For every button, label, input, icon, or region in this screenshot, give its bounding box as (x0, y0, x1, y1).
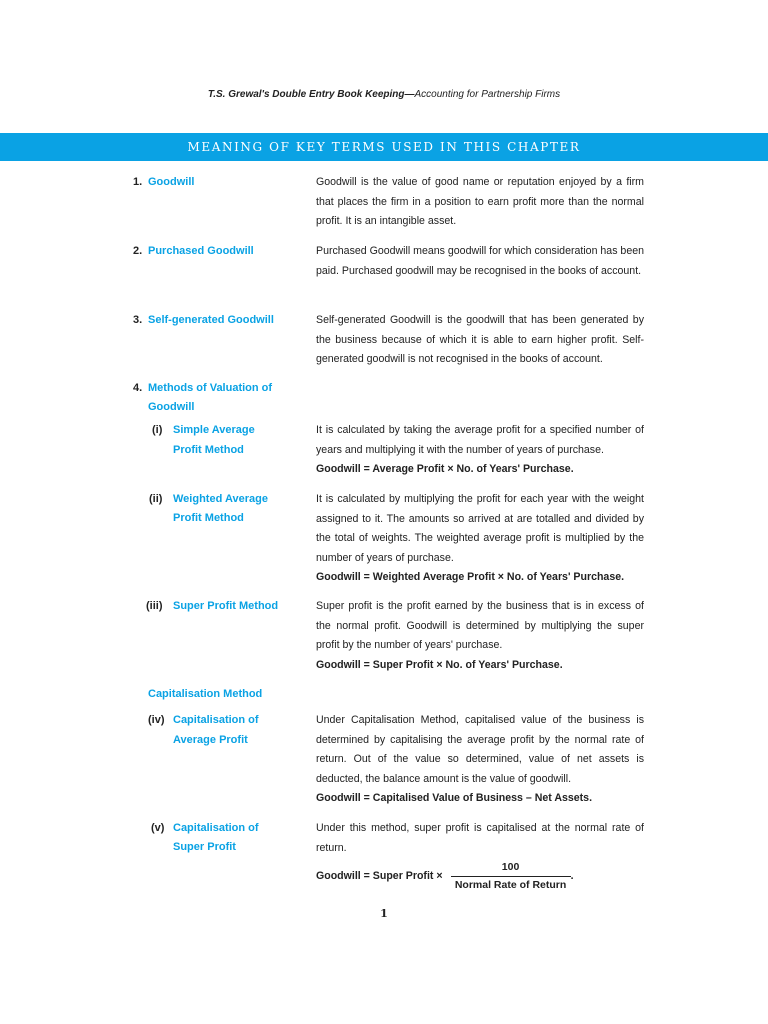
method-cap-average-line2: Average Profit (173, 734, 248, 746)
term-number: 2. (133, 245, 143, 257)
method-formula: Goodwill = Capitalised Value of Business – Net Assets. (316, 792, 593, 804)
term-definition: Goodwill is the value of good name or reputation enjoyed by a firm that places the firm in a position to earn profit more than the normal profit. It is an intangible asset. (316, 176, 644, 227)
method-definition (316, 421, 644, 480)
method-cap-average-line1: Capitalisation of (173, 714, 259, 726)
formula-prefix: Goodwill = Super Profit × (316, 869, 443, 882)
method-definition (316, 490, 644, 588)
running-head-book: T.S. Grewal's Double Entry Book Keeping (207, 89, 405, 100)
formula-fraction (451, 860, 571, 893)
formula-suffix: . (570, 869, 574, 882)
term-goodwill: Goodwill (148, 176, 195, 188)
method-number: (v) (151, 822, 165, 834)
method-number: (iv) (148, 714, 165, 726)
method-formula: Goodwill = Super Profit × No. of Years' Purchase. (316, 658, 563, 671)
method-definition-text: Under this method, super profit is capitalised at the normal rate of return. (316, 822, 644, 854)
capitalisation-heading: Capitalisation Method (148, 688, 263, 700)
method-definition-text: It is calculated by multiplying the profit for each year with the weight assigned to it. The amounts so arrived at are totalled and divided by the total of weights. The weighted average profit is multiplied by the number of years of purchase. (316, 493, 644, 564)
method-simple-average-line1: Simple Average (173, 424, 255, 436)
term-number: 3. (133, 314, 143, 326)
running-head-dash: — (404, 89, 415, 100)
method-cap-super-line2: Super Profit (173, 841, 236, 853)
method-cap-super-line1: Capitalisation of (173, 822, 259, 834)
term-purchased-goodwill: Purchased Goodwill (148, 245, 254, 257)
term-self-generated-goodwill: Self-generated Goodwill (148, 314, 274, 326)
method-weighted-average-line2: Profit Method (173, 512, 244, 524)
method-number: (iii) (146, 600, 163, 612)
method-definition (316, 711, 644, 809)
formula-denominator: Normal Rate of Return (454, 879, 567, 891)
method-formula: Goodwill = Average Profit × No. of Years' Purchase. (316, 463, 574, 475)
term-number: 1. (133, 176, 143, 188)
method-definition-text: It is calculated by taking the average profit for a specified number of years and multiplying it with the number of years of purchase. (316, 424, 644, 456)
method-number: (i) (152, 424, 163, 436)
chapter-banner: MEANING OF KEY TERMS USED IN THIS CHAPTER (0, 133, 768, 161)
method-definition-text: Super profit is the profit earned by the business that is in excess of the normal profit. Goodwill is determined by multiplying the super profit by the number of years' purchase. (316, 600, 644, 651)
method-simple-average-line2: Profit Method (173, 444, 244, 456)
page-number: 1 (380, 907, 388, 920)
term-methods-line2: Goodwill (148, 401, 195, 413)
term-definition: Purchased Goodwill means goodwill for which consideration has been paid. Purchased goodwill may be recognised in the books of account. (316, 245, 645, 277)
running-head-subject: Accounting for Partnership Firms (414, 89, 561, 100)
method-definition (316, 819, 644, 893)
method-definition-text: Under Capitalisation Method, capitalised value of the business is determined by capitalising the average profit by the normal rate of return. Out of the value so determined, value of net assets is deducted, the balance amount is the value of goodwill. (316, 714, 644, 785)
method-super-profit: Super Profit Method (173, 600, 279, 612)
term-methods-line1: Methods of Valuation of (148, 382, 273, 394)
method-weighted-average-line1: Weighted Average (173, 493, 268, 505)
formula-numerator: 100 (451, 860, 571, 877)
method-formula: Goodwill = Weighted Average Profit × No. of Years' Purchase. (316, 571, 625, 583)
term-definition: Self-generated Goodwill is the goodwill that has been generated by the business because of which it is able to earn higher profit. Self-generated goodwill is not recognised in the books of account. (316, 314, 644, 365)
term-number: 4. (133, 382, 143, 394)
method-number: (ii) (149, 493, 163, 505)
running-head (0, 89, 768, 100)
method-definition (316, 597, 644, 675)
formula-fraction-row (316, 860, 644, 893)
